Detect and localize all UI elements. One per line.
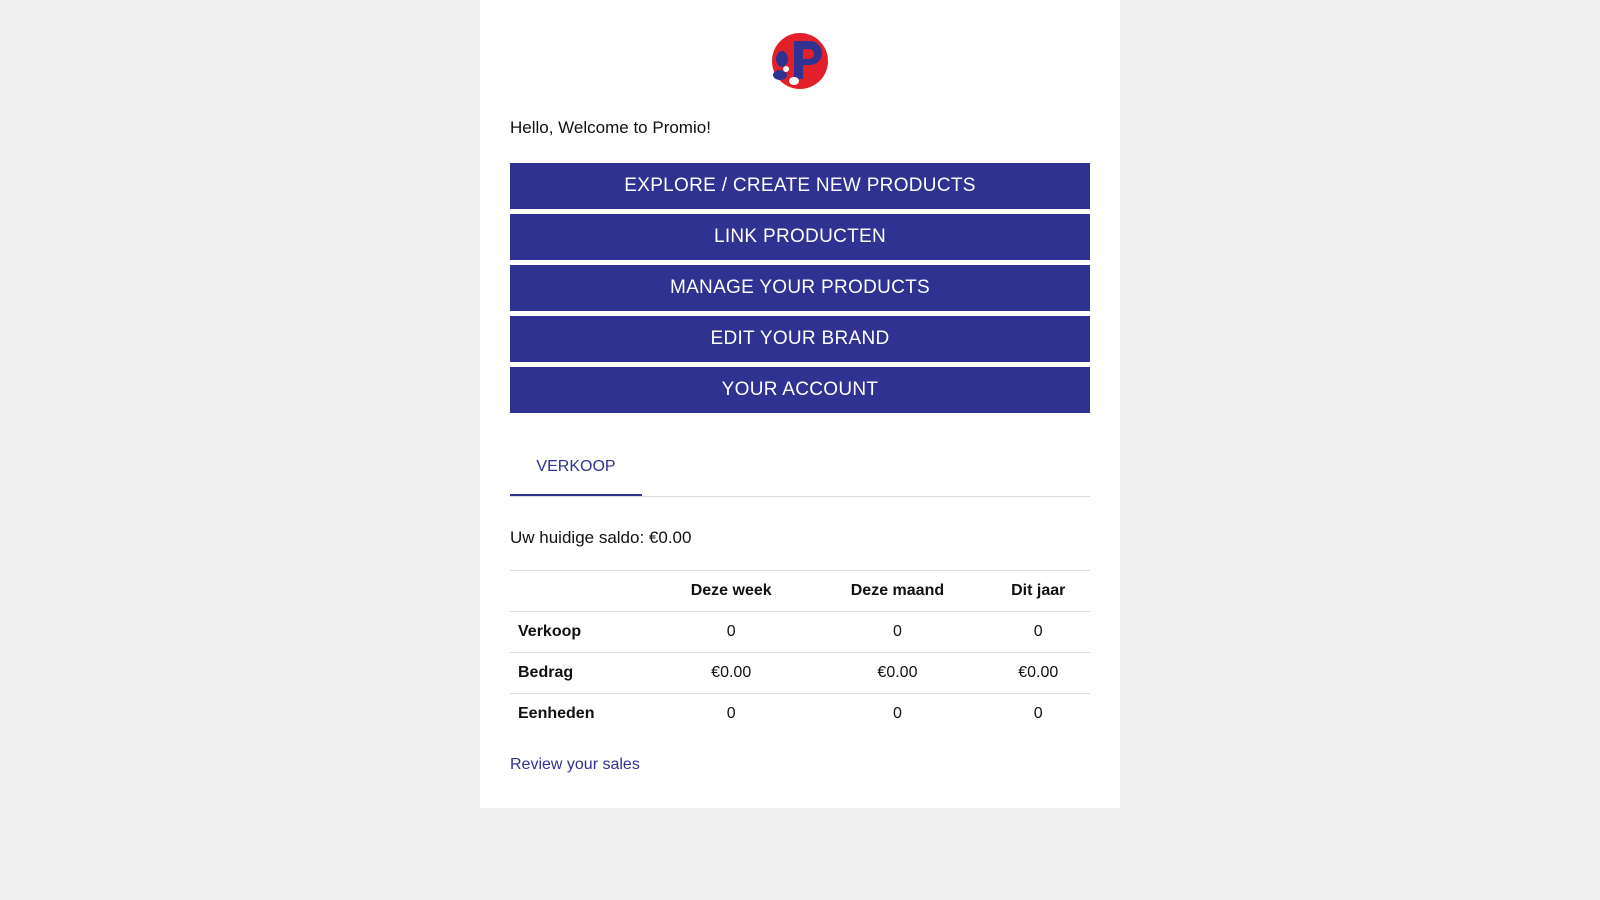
sales-stats-table xyxy=(510,570,1090,734)
main-card xyxy=(480,0,1120,808)
table-header: Dit jaar xyxy=(987,571,1091,612)
welcome-text: Hello, Welcome to Promio! xyxy=(510,118,711,137)
table-row xyxy=(510,653,1090,694)
promio-logo-icon xyxy=(768,31,832,91)
table-header xyxy=(510,571,654,612)
table-cell: 0 xyxy=(654,694,808,735)
table-cell: 0 xyxy=(808,694,986,735)
table-cell: €0.00 xyxy=(654,653,808,694)
current-balance: Uw huidige saldo: €0.00 xyxy=(510,528,692,547)
table-header: Deze week xyxy=(654,571,808,612)
tab-verkoop[interactable]: VERKOOP xyxy=(510,440,642,496)
edit-brand-button[interactable]: EDIT YOUR BRAND xyxy=(510,316,1090,362)
table-header: Deze maand xyxy=(808,571,986,612)
table-cell: €0.00 xyxy=(987,653,1091,694)
row-label: Eenheden xyxy=(510,694,654,735)
table-cell: 0 xyxy=(808,612,986,653)
table-row xyxy=(510,612,1090,653)
table-header-row xyxy=(510,571,1090,612)
explore-create-products-button[interactable]: EXPLORE / CREATE NEW PRODUCTS xyxy=(510,163,1090,209)
table-cell: 0 xyxy=(987,694,1091,735)
row-label: Verkoop xyxy=(510,612,654,653)
review-sales-link[interactable]: Review your sales xyxy=(510,756,640,773)
table-row xyxy=(510,694,1090,735)
table-cell: €0.00 xyxy=(808,653,986,694)
row-label: Bedrag xyxy=(510,653,654,694)
table-cell: 0 xyxy=(987,612,1091,653)
tab-bar xyxy=(510,440,1090,497)
manage-products-button[interactable]: MANAGE YOUR PRODUCTS xyxy=(510,265,1090,311)
table-cell: 0 xyxy=(654,612,808,653)
link-producten-button[interactable]: LINK PRODUCTEN xyxy=(510,214,1090,260)
your-account-button[interactable]: YOUR ACCOUNT xyxy=(510,367,1090,413)
